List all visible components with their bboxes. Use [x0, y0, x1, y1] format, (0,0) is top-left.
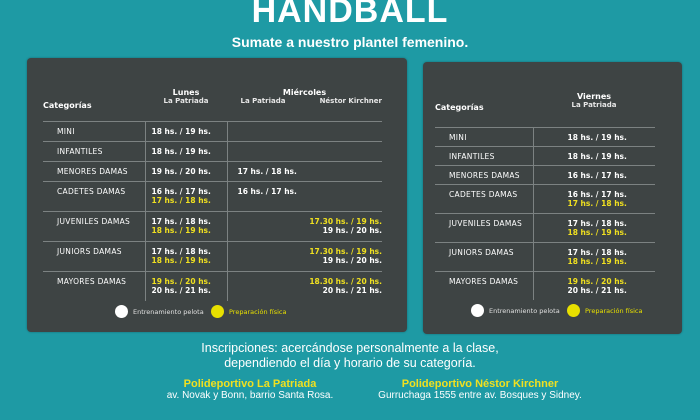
- day-header-viernes: Viernes: [576, 92, 612, 101]
- time-slot: 17.30 hs. / 19 hs.: [309, 216, 382, 226]
- venue-header-mie-nk: Néstor Kirchner: [319, 97, 382, 105]
- inscription-line-2: dependiendo el día y horario de su categoría.: [224, 356, 476, 370]
- miercoles-nk-cell: [299, 241, 382, 271]
- legend-physical-label: Preparación física: [585, 306, 643, 315]
- time-slot: 18 hs. / 19 hs.: [151, 146, 211, 156]
- category-cell: MINI: [43, 121, 145, 141]
- time-slot: 20 hs. / 21 hs.: [151, 285, 211, 295]
- viernes-cell: [533, 165, 655, 184]
- time-slot: 19 hs. / 20 hs.: [151, 166, 211, 176]
- miercoles-lp-cell: [227, 211, 299, 241]
- time-slot: 18 hs. / 19 hs.: [567, 256, 627, 266]
- category-cell: JUVENILES DAMAS: [43, 211, 145, 241]
- miercoles-nk-cell: [299, 141, 382, 161]
- miercoles-lp-cell: [227, 241, 299, 271]
- category-cell: MAYORES DAMAS: [435, 271, 533, 300]
- time-slot: 18 hs. / 19 hs.: [567, 132, 627, 142]
- lunes-cell: [145, 271, 227, 301]
- inscription-line-1: Inscripciones: acercándose personalmente a la clase,: [201, 341, 499, 355]
- schedule-board-left: [27, 58, 407, 332]
- viernes-cell: [533, 213, 655, 242]
- venue-la-patriada-name: Polideportivo La Patriada: [183, 378, 317, 390]
- time-slot: 16 hs. / 17 hs.: [567, 170, 627, 180]
- time-slot: 16 hs. / 17 hs.: [151, 186, 211, 196]
- time-slot: 18.30 hs. / 20 hs.: [309, 276, 382, 286]
- miercoles-lp-cell: [227, 271, 299, 301]
- miercoles-nk-cell: [299, 181, 382, 211]
- time-slot: 18 hs. / 19 hs.: [151, 225, 211, 235]
- miercoles-lp-cell: [227, 141, 299, 161]
- miercoles-lp-cell: [227, 121, 299, 141]
- time-slot: 19 hs. / 20 hs.: [322, 225, 382, 235]
- category-cell: JUNIORS DAMAS: [43, 241, 145, 271]
- time-slot: 17 hs. / 18 hs.: [151, 195, 211, 205]
- time-slot: 18 hs. / 19 hs.: [151, 255, 211, 265]
- schedule-board-right: [423, 62, 682, 334]
- venue-header-viernes: La Patriada: [571, 101, 617, 109]
- miercoles-nk-cell: [299, 211, 382, 241]
- time-slot: 17 hs. / 18 hs.: [151, 246, 211, 256]
- category-cell: INFANTILES: [43, 141, 145, 161]
- lunes-cell: [145, 161, 227, 181]
- time-slot: 18 hs. / 19 hs.: [567, 227, 627, 237]
- day-header-miercoles: Miércoles: [282, 88, 327, 97]
- lunes-cell: [145, 241, 227, 271]
- venue-header-mie-lp: La Patriada: [240, 97, 286, 105]
- viernes-cell: [533, 184, 655, 213]
- lunes-cell: [145, 141, 227, 161]
- miercoles-nk-cell: [299, 161, 382, 181]
- time-slot: 18 hs. / 19 hs.: [567, 151, 627, 161]
- legend-training: [115, 305, 204, 318]
- time-slot: 17 hs. / 18 hs.: [567, 247, 627, 257]
- time-slot: 17 hs. / 18 hs.: [151, 216, 211, 226]
- yellow-dot-icon: [211, 305, 224, 318]
- viernes-cell: [533, 146, 655, 165]
- page-title: HANDBALL: [251, 0, 449, 30]
- viernes-cell: [533, 271, 655, 300]
- category-cell: MAYORES DAMAS: [43, 271, 145, 301]
- time-slot: 16 hs. / 17 hs.: [237, 186, 297, 196]
- category-header: Categorías: [43, 101, 92, 110]
- time-slot: 17 hs. / 18 hs.: [567, 198, 627, 208]
- category-cell: CADETES DAMAS: [43, 181, 145, 211]
- category-cell: MENORES DAMAS: [43, 161, 145, 181]
- category-cell: MENORES DAMAS: [435, 165, 533, 184]
- category-cell: MINI: [435, 127, 533, 146]
- legend-physical-right: [567, 304, 642, 317]
- miercoles-lp-cell: [227, 161, 299, 181]
- white-dot-icon: [471, 304, 484, 317]
- legend-physical: [211, 305, 286, 318]
- schedule-table-right: [435, 92, 655, 300]
- category-cell: CADETES DAMAS: [435, 184, 533, 213]
- page-subtitle: Sumate a nuestro plantel femenino.: [231, 34, 469, 50]
- lunes-cell: [145, 181, 227, 211]
- schedule-table-left: [43, 88, 382, 301]
- time-slot: 19 hs. / 20 hs.: [322, 255, 382, 265]
- venue-la-patriada-address: av. Novak y Bonn, barrio Santa Rosa.: [166, 390, 334, 401]
- time-slot: 20 hs. / 21 hs.: [322, 285, 382, 295]
- category-cell: INFANTILES: [435, 146, 533, 165]
- category-cell: JUNIORS DAMAS: [435, 242, 533, 271]
- category-cell: JUVENILES DAMAS: [435, 213, 533, 242]
- white-dot-icon: [115, 305, 128, 318]
- time-slot: 17 hs. / 18 hs.: [567, 218, 627, 228]
- venue-header-lunes: La Patriada: [163, 97, 209, 105]
- venue-la-patriada: [140, 378, 360, 401]
- legend-training-right: [471, 304, 560, 317]
- venue-nestor-kirchner-address: Gurruchaga 1555 entre av. Bosques y Sidney.: [378, 390, 582, 401]
- legend-training-label: Entrenamiento pelota: [489, 306, 560, 315]
- miercoles-nk-cell: [299, 121, 382, 141]
- lunes-cell: [145, 121, 227, 141]
- legend-physical-label: Preparación física: [229, 307, 287, 316]
- miercoles-lp-cell: [227, 181, 299, 211]
- category-header-right: Categorías: [435, 103, 484, 112]
- time-slot: 16 hs. / 17 hs.: [567, 189, 627, 199]
- lunes-cell: [145, 211, 227, 241]
- time-slot: 18 hs. / 19 hs.: [151, 126, 211, 136]
- time-slot: 19 hs. / 20 hs.: [151, 276, 211, 286]
- legend-training-label: Entrenamiento pelota: [133, 307, 204, 316]
- time-slot: 19 hs. / 20 hs.: [567, 276, 627, 286]
- venue-nestor-kirchner: [360, 378, 600, 401]
- venue-nestor-kirchner-name: Polideportivo Néstor Kirchner: [401, 378, 559, 390]
- time-slot: 17 hs. / 18 hs.: [237, 166, 297, 176]
- day-header-lunes: Lunes: [172, 88, 200, 97]
- miercoles-nk-cell: [299, 271, 382, 301]
- viernes-cell: [533, 242, 655, 271]
- yellow-dot-icon: [567, 304, 580, 317]
- time-slot: 20 hs. / 21 hs.: [567, 285, 627, 295]
- viernes-cell: [533, 127, 655, 146]
- time-slot: 17.30 hs. / 19 hs.: [309, 246, 382, 256]
